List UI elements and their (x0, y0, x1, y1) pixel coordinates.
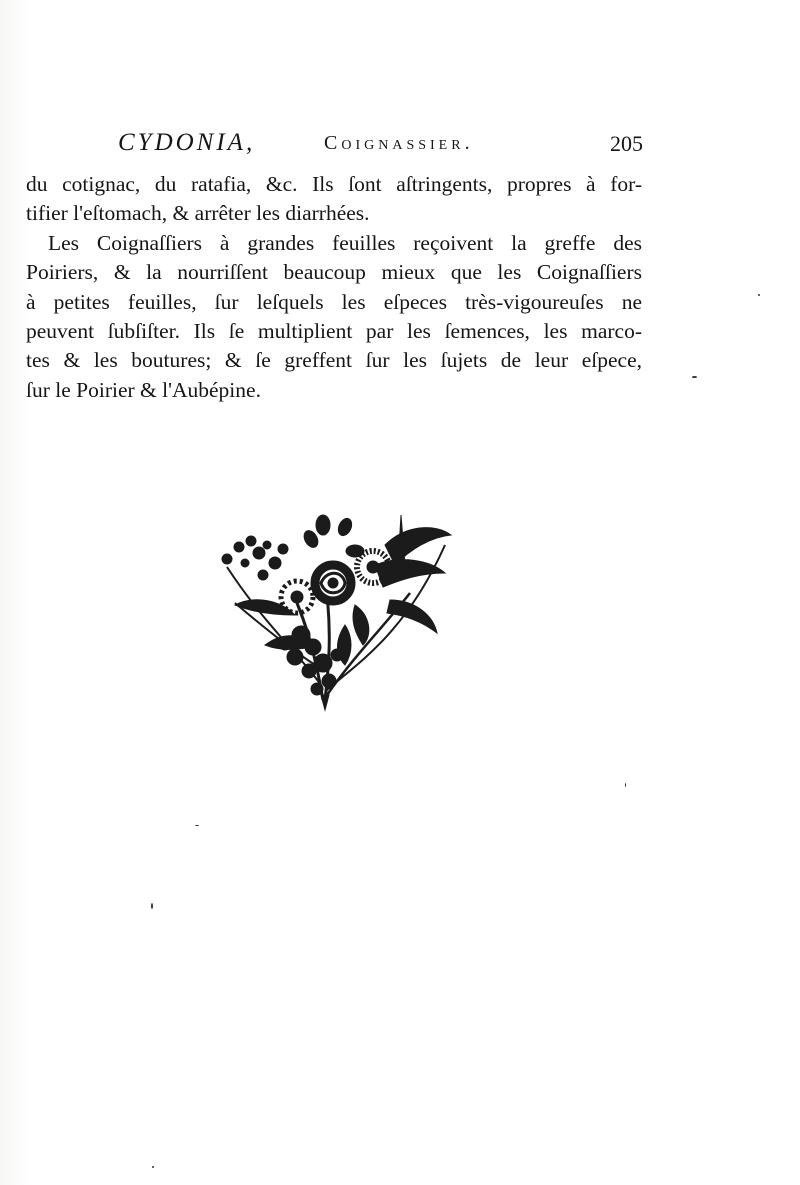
page-number: 205 (610, 131, 643, 156)
text-line: du cotignac, du ratafia, &c. Ils ſont aſtringents, propres à for- (26, 172, 642, 196)
text-line: peuvent ſubſiſter. Ils ſe multiplient par les ſemences, les marco- (26, 319, 642, 343)
text-line: tifier l'eſtomach, & arrêter les diarrhées. (26, 201, 370, 225)
header-subtitle: Coignassier. (324, 132, 474, 154)
text-line: tes & les boutures; & ſe greffent ſur les ſujets de leur eſpece, (26, 348, 642, 372)
header-title: CYDONIA, (118, 129, 256, 156)
running-header (118, 129, 643, 163)
ink-speck (195, 825, 199, 826)
ink-speck (151, 903, 153, 909)
paragraph-start-line: Les Coignaſſiers à grandes feuilles reçoivent la greffe des (48, 231, 642, 255)
text-line: Poiriers, & la nourriſſent beaucoup mieux que les Coignaſſiers (26, 260, 642, 284)
ink-speck (625, 783, 626, 787)
ink-speck (152, 1166, 154, 1168)
text-line: à petites feuilles, ſur leſquels les eſpeces très-vigoureuſes ne (26, 290, 642, 314)
text-line: ſur le Poirier & l'Aubépine. (26, 378, 261, 402)
ink-speck (692, 376, 697, 378)
floral-bouquet-icon (205, 505, 460, 715)
ink-speck (758, 294, 760, 296)
